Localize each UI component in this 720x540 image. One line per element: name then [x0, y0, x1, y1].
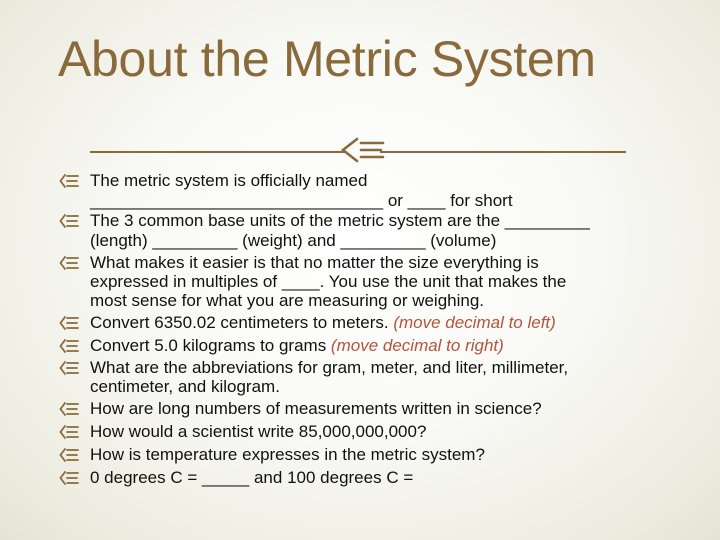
bullet-icon — [59, 316, 79, 330]
bullet-1-line-2: _______________________________ or ____ for short — [90, 191, 513, 210]
bullet-icon — [59, 425, 79, 439]
bullet-icon — [59, 256, 79, 270]
bullet-10-line-1: 0 degrees C = _____ and 100 degrees C = — [90, 468, 414, 487]
bullet-icon — [59, 448, 79, 462]
bullet-7-line-1: How are long numbers of measurements written in science? — [90, 399, 542, 418]
bullet-9-line-1: How is temperature expresses in the metric system? — [90, 445, 485, 464]
bullet-4-text: Convert 6350.02 centimeters to meters. — [90, 313, 394, 332]
bullet-2-line-1: The 3 common base units of the metric system are the _________ — [90, 211, 590, 230]
bullet-5-line-1 — [90, 336, 504, 356]
bullet-4-line-1 — [90, 313, 556, 333]
bullet-5-text: Convert 5.0 kilograms to grams — [90, 336, 331, 355]
bullet-3-line-1: What makes it easier is that no matter the size everything is — [90, 253, 539, 272]
slide-title: About the Metric System — [58, 31, 596, 87]
bullet-8-line-1: How would a scientist write 85,000,000,000? — [90, 422, 427, 441]
bullet-3-line-2: expressed in multiples of ____. You use the unit that makes the — [90, 272, 567, 291]
bullet-6-line-2: centimeter, and kilogram. — [90, 377, 280, 396]
bullet-3-line-3: most sense for what you are measuring or weighing. — [90, 291, 485, 310]
bullet-icon — [59, 339, 79, 353]
bullet-2-line-2: (length) _________ (weight) and _________ (volume) — [90, 231, 497, 250]
bullet-icon — [59, 214, 79, 228]
bullet-5-hint: (move decimal to right) — [330, 336, 504, 355]
bullet-icon — [59, 174, 79, 188]
bullet-icon — [59, 402, 79, 416]
bullet-icon — [59, 471, 79, 485]
bullet-6-line-1: What are the abbreviations for gram, meter, and liter, millimeter, — [90, 358, 569, 377]
bullet-icon — [59, 361, 79, 375]
bullet-4-hint: (move decimal to left) — [393, 313, 556, 332]
bullet-1-line-1: The metric system is officially named — [90, 171, 368, 190]
